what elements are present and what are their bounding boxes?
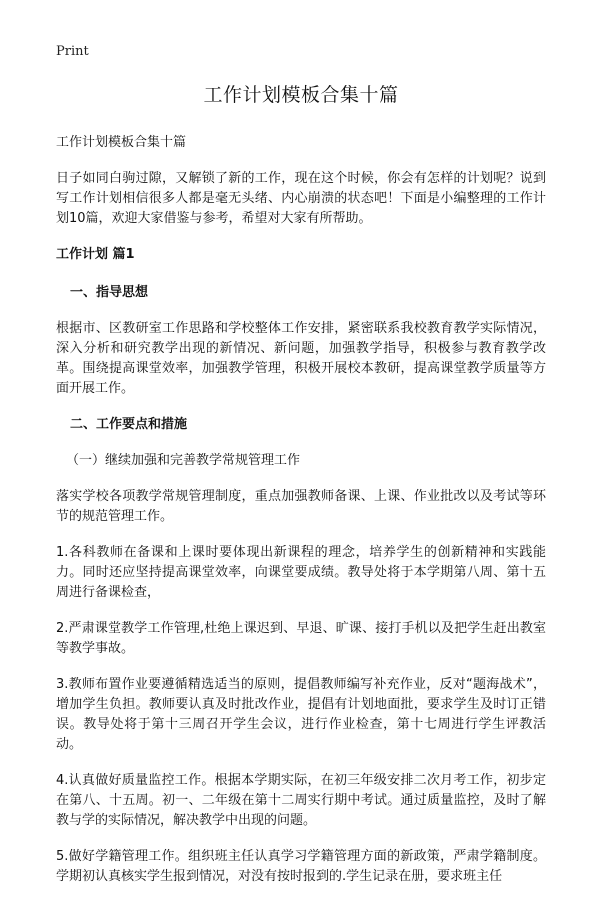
subsection-paragraph: 落实学校各项教学常规管理制度，重点加强教师备课、上课、作业批改以及考试等环节的规范管理工作。 — [56, 489, 546, 524]
list-item: 3.教师布置作业要遵循精选适当的原则，提倡教师编写补充作业，反对“题海战术”，增加学生负担。教师要认真及时批改作业，提倡有计划地面批，要求学生及时订正错误。教导处将于第十三周召开学生会议，进行作业检查，第十七周进行学生评教活动。 — [56, 677, 546, 752]
section-heading-guiding: 一、指导思想 — [70, 285, 149, 300]
section-heading-measures: 二、工作要点和措施 — [70, 417, 188, 432]
document-body — [56, 80, 546, 903]
list-item: 2.严肃课堂教学工作管理,杜绝上课迟到、早退、旷课、接打手机以及把学生赶出教室等教学事故。 — [56, 621, 546, 656]
subsection-heading: （一）继续加强和完善教学常规管理工作 — [66, 453, 301, 468]
list-item: 1.各科教师在备课和上课时要体现出新课程的理念，培养学生的创新精神和实践能力。同时还应坚持提高课堂效率，向课堂要成绩。教导处将于本学期第八周、第十五周进行备课检查， — [56, 545, 546, 600]
section-title: 工作计划 篇1 — [56, 247, 135, 262]
intro-paragraph: 日子如同白驹过隙，又解锁了新的工作，现在这个时候，你会有怎样的计划呢？说到写工作计划相信很多人都是毫无头绪、内心崩溃的状态吧！下面是小编整理的工作计划10篇，欢迎大家借鉴与参考，希望对大家有所帮助。 — [56, 171, 546, 226]
document-subtitle: 工作计划模板合集十篇 — [56, 135, 187, 150]
print-link[interactable]: Print — [56, 44, 89, 59]
guiding-paragraph: 根据市、区教研室工作思路和学校整体工作安排，紧密联系我校教育教学实际情况，深入分析和研究教学出现的新情况、新问题，加强教学指导，积极参与教育教学改革。围绕提高课堂效率，加强教学管理，积极开展校本教研，提高课堂教学质量等方面开展工作。 — [56, 321, 546, 396]
list-item: 4.认真做好质量监控工作。根据本学期实际，在初三年级安排二次月考工作，初步定在第八、十五周。初一、二年级在第十二周实行期中考试。通过质量监控，及时了解教与学的实际情况，解决教学中出现的问题。 — [56, 773, 546, 828]
list-item: 5.做好学籍管理工作。组织班主任认真学习学籍管理方面的新政策，严肃学籍制度。学期初认真核实学生报到情况，对没有按时报到的.学生记录在册，要求班主任 — [56, 849, 546, 884]
page-title: 工作计划模板合集十篇 — [203, 84, 399, 106]
